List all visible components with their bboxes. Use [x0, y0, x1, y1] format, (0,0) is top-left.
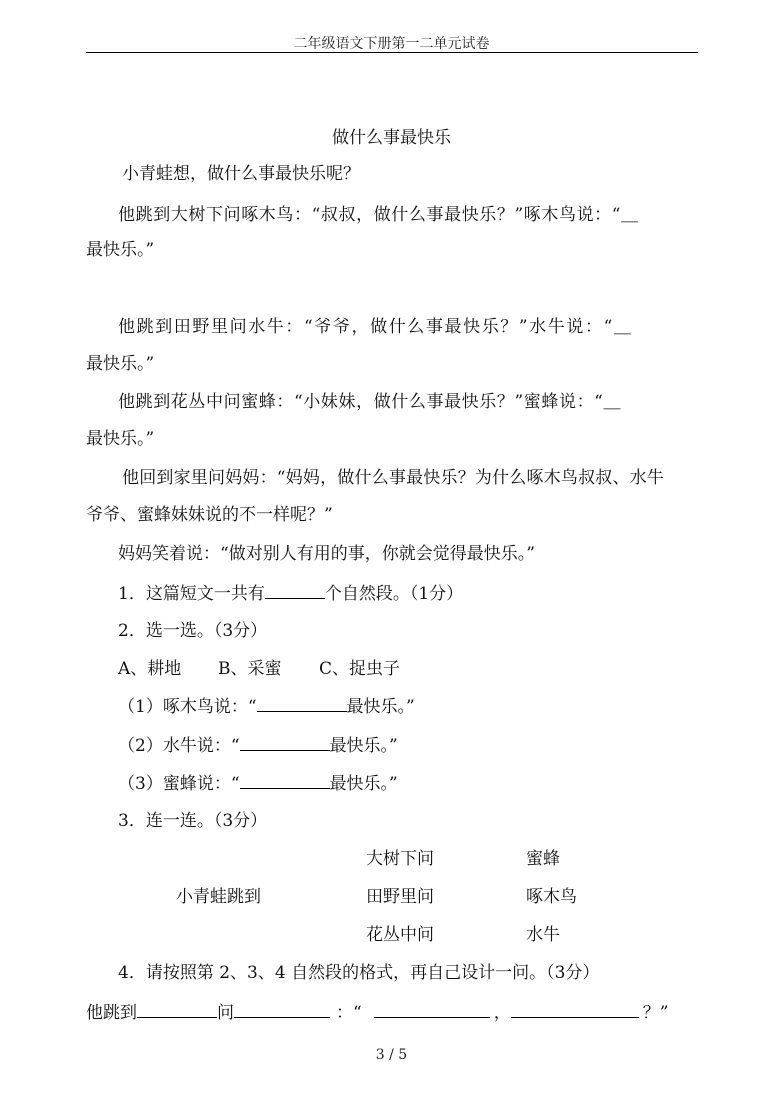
- q4-text-4: ，: [493, 1003, 511, 1023]
- paragraph-1: 小青蛙想，做什么事最快乐呢？: [122, 164, 360, 184]
- page-number: 3 / 5: [375, 1047, 408, 1063]
- sub-2-text-before: （2）水牛说：“: [118, 736, 240, 756]
- answer-blank[interactable]: [257, 695, 347, 712]
- sub-3-text-after: 最快乐。”: [329, 774, 398, 794]
- match-place-3[interactable]: 花丛中问: [366, 925, 434, 945]
- question-2-label: 2．选一选。（3分）: [118, 621, 268, 641]
- q4-text-5: ？”: [642, 1003, 669, 1023]
- sub-1-text-before: （1）啄木鸟说：“: [118, 697, 257, 717]
- match-place-2[interactable]: 田野里问: [366, 887, 434, 907]
- answer-blank[interactable]: [265, 582, 325, 599]
- paragraph-4-line-2: 最快乐。”: [86, 429, 155, 449]
- match-animal-1[interactable]: 蜜蜂: [526, 849, 560, 869]
- page-header: 二年级语文下册第一二单元试卷: [293, 36, 490, 52]
- answer-blank[interactable]: [137, 1001, 217, 1018]
- passage-title: 做什么事最快乐: [332, 128, 451, 148]
- paragraph-3-line-2: 最快乐。”: [86, 354, 155, 374]
- sub-3-text-before: （3）蜜蜂说：“: [118, 774, 240, 794]
- q4-text-3: ：“: [336, 1003, 362, 1023]
- question-2-sub-1: [118, 695, 415, 718]
- paragraph-4-line-1: 他跳到花丛中问蜜蜂：“小妹妹，做什么事最快乐？”蜜蜂说：“＿: [118, 392, 622, 412]
- question-1: [118, 582, 463, 605]
- paragraph-2-line-2: 最快乐。”: [86, 240, 155, 260]
- sub-1-text-after: 最快乐。”: [346, 697, 415, 717]
- paragraph-3-line-1: 他跳到田野里问水牛：“爷爷，做什么事最快乐？”水牛说：“＿: [118, 317, 633, 337]
- paragraph-5-line-1: 他回到家里问妈妈：“妈妈，做什么事最快乐？为什么啄木鸟叔叔、水牛: [122, 468, 665, 488]
- match-subject: 小青蛙跳到: [176, 887, 261, 907]
- question-3-label: 3．连一连。（3分）: [118, 811, 268, 831]
- answer-blank[interactable]: [240, 734, 330, 751]
- question-2-sub-2: [118, 734, 398, 757]
- header-divider: [86, 52, 698, 53]
- paragraph-2-line-1: 他跳到大树下问啄木鸟：“叔叔，做什么事最快乐？”啄木鸟说：“＿: [118, 205, 639, 225]
- question-1-text-before: 1．这篇短文一共有: [118, 584, 265, 604]
- answer-blank[interactable]: [511, 1001, 639, 1018]
- answer-blank[interactable]: [240, 772, 330, 789]
- option-b: B、采蜜: [218, 659, 282, 679]
- option-c: C、捉虫子: [319, 659, 401, 679]
- q4-text-2: 问: [217, 1003, 234, 1023]
- question-4-label: 4．请按照第 2、3、4 自然段的格式，再自己设计一问。（3分）: [118, 963, 600, 983]
- match-animal-2[interactable]: 啄木鸟: [526, 887, 577, 907]
- paragraph-5-line-2: 爷爷、蜜蜂妹妹说的不一样呢？”: [86, 505, 333, 525]
- option-a: A、耕地: [118, 659, 182, 679]
- q4-text-1: 他跳到: [86, 1003, 137, 1023]
- paragraph-6: 妈妈笑着说：“做对别人有用的事，你就会觉得最快乐。”: [118, 544, 535, 564]
- question-4-answer-line: [86, 1001, 668, 1024]
- question-1-text-after: 个自然段。（1分）: [324, 584, 464, 604]
- answer-blank[interactable]: [234, 1001, 330, 1018]
- question-2-sub-3: [118, 772, 398, 795]
- match-animal-3[interactable]: 水牛: [526, 925, 560, 945]
- answer-blank[interactable]: [374, 1001, 490, 1018]
- match-place-1[interactable]: 大树下问: [366, 849, 434, 869]
- sub-2-text-after: 最快乐。”: [329, 736, 398, 756]
